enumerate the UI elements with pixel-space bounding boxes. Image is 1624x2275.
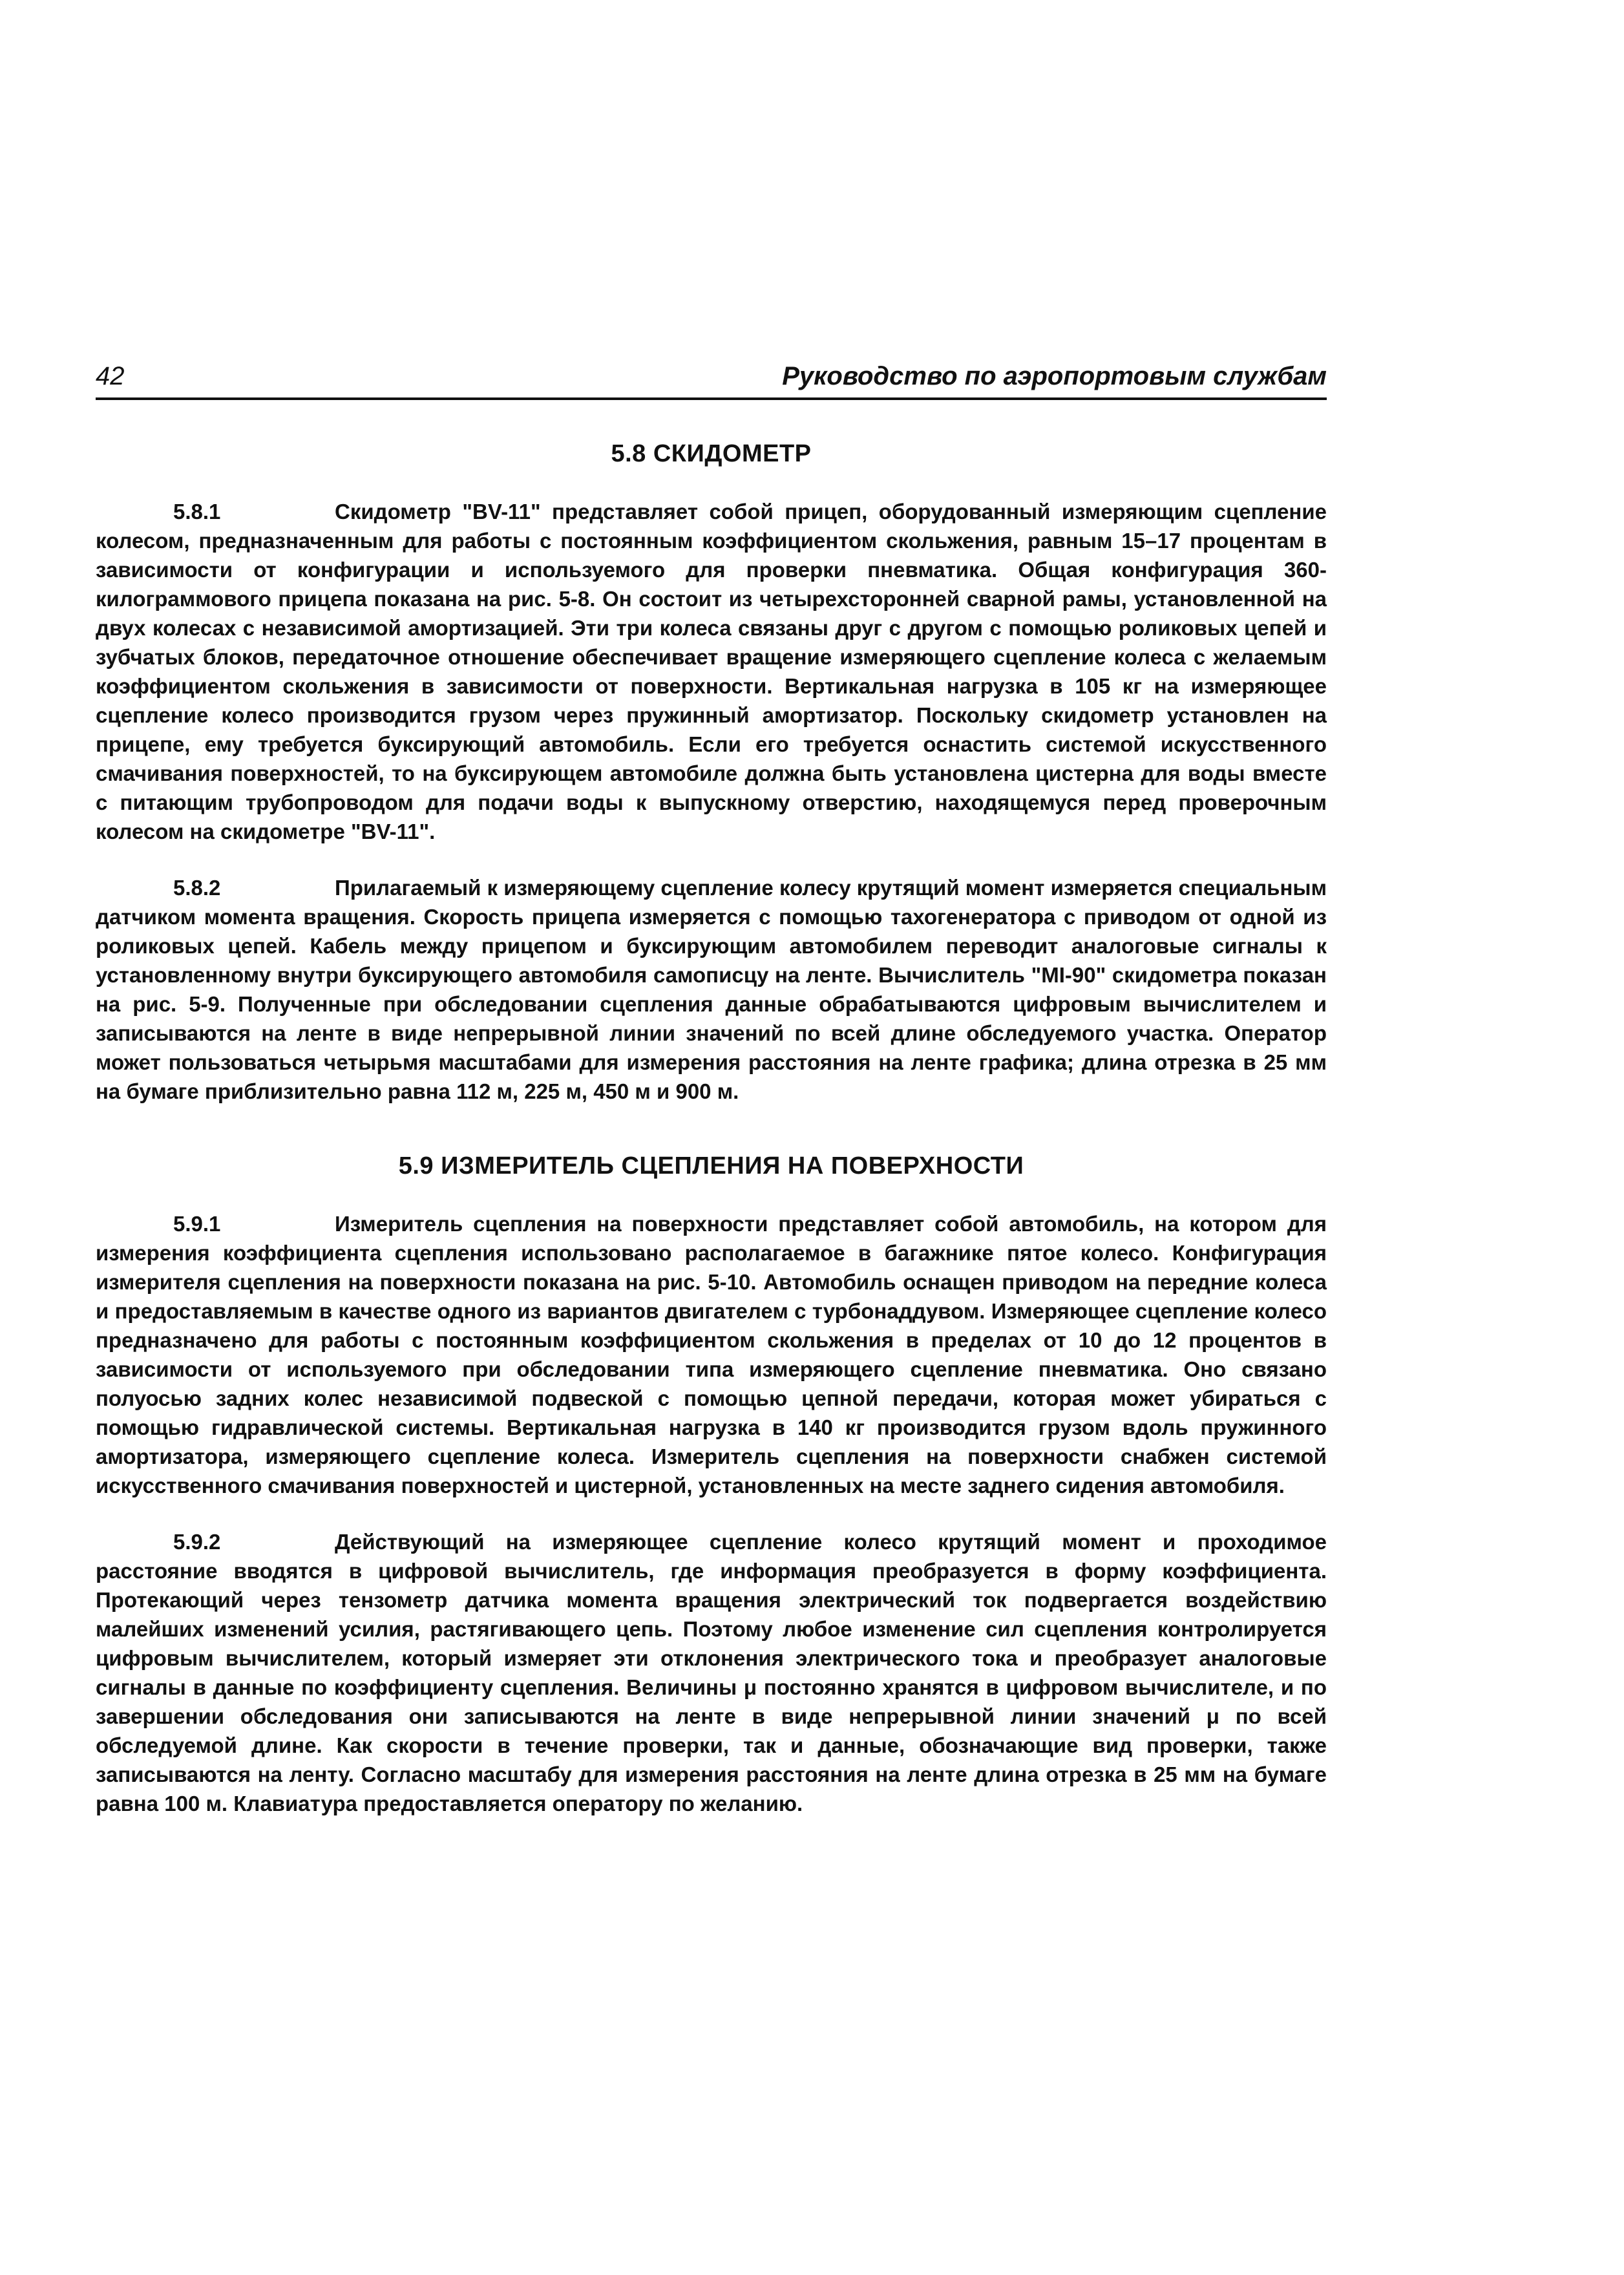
- paragraph-number: 5.9.2: [173, 1530, 221, 1554]
- paragraph-number: 5.8.1: [173, 500, 221, 524]
- section-title-5-9: 5.9 ИЗМЕРИТЕЛЬ СЦЕПЛЕНИЯ НА ПОВЕРХНОСТИ: [398, 1152, 1024, 1180]
- section-title-5-8: 5.8 СКИДОМЕТР: [611, 440, 812, 467]
- paragraph-number: 5.8.2: [173, 876, 221, 900]
- paragraph-5-8-2: [96, 873, 1327, 1106]
- paragraph-number: 5.9.1: [173, 1212, 221, 1236]
- running-header: [96, 362, 1327, 400]
- paragraph-text: Скидометр "BV-11" представляет собой прицеп, оборудованный измеряющим сцепление колесом, предназначенным для работы с постоянным коэффициентом скольжения, равным 15–17 процентам в зависимости от конфигурации и используемого для проверки пневматика. Общая конфигурация 360-килограммового прицепа показана на рис. 5-8. Он состоит из четырехсторонней сварной рамы, установленной на двух колесах с независимой амортизацией. Эти три колеса связаны друг с другом с помощью роликовых цепей и зубчатых блоков, передаточное отношение обеспечивает вращение измеряющего сцепление колеса с желаемым коэффициентом скольжения в зависимости от поверхности. Вертикальная нагрузка в 105 кг на измеряющее сцепление колесо производится грузом через пружинный амортизатор. Поскольку скидометр установлен на прицепе, ему требуется буксирующий автомобиль. Если его требуется оснастить системой искусственного смачивания поверхностей, то на буксирующем автомобиле должна быть установлена цистерна для воды вместе с питающим трубопроводом для подачи воды к выпускному отверстию, находящемуся перед проверочным колесом на скидометре "BV-11".: [96, 500, 1327, 843]
- paragraph-5-9-2: [96, 1527, 1327, 1818]
- paragraph-5-9-1: [96, 1209, 1327, 1500]
- paragraph-5-8-1: [96, 497, 1327, 846]
- paragraph-text: Измеритель сцепления на поверхности представляет собой автомобиль, на котором для измерения коэффициента сцепления использовано располагаемое в багажнике пятое колесо. Конфигурация измерителя сцепления на поверхности показана на рис. 5-10. Автомобиль оснащен приводом на передние колеса и предоставляемым в качестве одного из вариантов двигателем с турбонаддувом. Измеряющее сцепление колесо предназначено для работы с постоянным коэффициентом скольжения в пределах от 10 до 12 процентов в зависимости от используемого при обследовании типа измеряющего сцепление пневматика. Оно связано полуосью задних колес независимой подвеской с помощью цепной передачи, которая может убираться с помощью гидравлической системы. Вертикальная нагрузка в 140 кг производится грузом вдоль пружинного амортизатора, измеряющего сцепление колеса. Измеритель сцепления на поверхности снабжен системой искусственного смачивания поверхностей и цистерной, установленных на месте заднего сидения автомобиля.: [96, 1212, 1327, 1497]
- paragraph-text: Действующий на измеряющее сцепление колесо крутящий момент и проходимое расстояние вводятся в цифровой вычислитель, где информация преобразуется в форму коэффициента. Протекающий через тензометр датчика момента вращения электрический ток подвергается воздействию малейших изменений усилия, растягивающего цепь. Поэтому любое изменение сил сцепления контролируется цифровым вычислителем, который измеряет эти отклонения электрического тока и преобразует аналоговые сигналы в данные по коэффициенту сцепления. Величины μ постоянно хранятся в цифровом вычислителе, и по завершении обследования они записываются на ленте в виде непрерывной линии значений μ по всей обследуемой длине. Как скорости в течение проверки, так и данные, обозначающие вид проверки, также записываются на ленту. Согласно масштабу для измерения расстояния на ленте длина отрезка в 25 мм на бумаге равна 100 м. Клавиатура предоставляется оператору по желанию.: [96, 1530, 1327, 1815]
- document-page: [96, 362, 1327, 1845]
- page-number: 42: [96, 362, 125, 390]
- paragraph-text: Прилагаемый к измеряющему сцепление колесу крутящий момент измеряется специальным датчиком момента вращения. Скорость прицепа измеряется с помощью тахогенератора с приводом от одной из роликовых цепей. Кабель между прицепом и буксирующим автомобилем переводит аналоговые сигналы к установленному внутри буксирующего автомобиля самописцу на ленте. Вычислитель "MI-90" скидометра показан на рис. 5-9. Полученные при обследовании сцепления данные обрабатываются цифровым вычислителем и записываются на ленте в виде непрерывной линии значений по всей длине обследуемого участка. Оператор может пользоваться четырьмя масштабами для измерения расстояния на ленте графика; длина отрезка в 25 мм на бумаге приблизительно равна 112 м, 225 м, 450 м и 900 м.: [96, 876, 1327, 1103]
- running-header-title: Руководство по аэропортовым службам: [782, 362, 1327, 390]
